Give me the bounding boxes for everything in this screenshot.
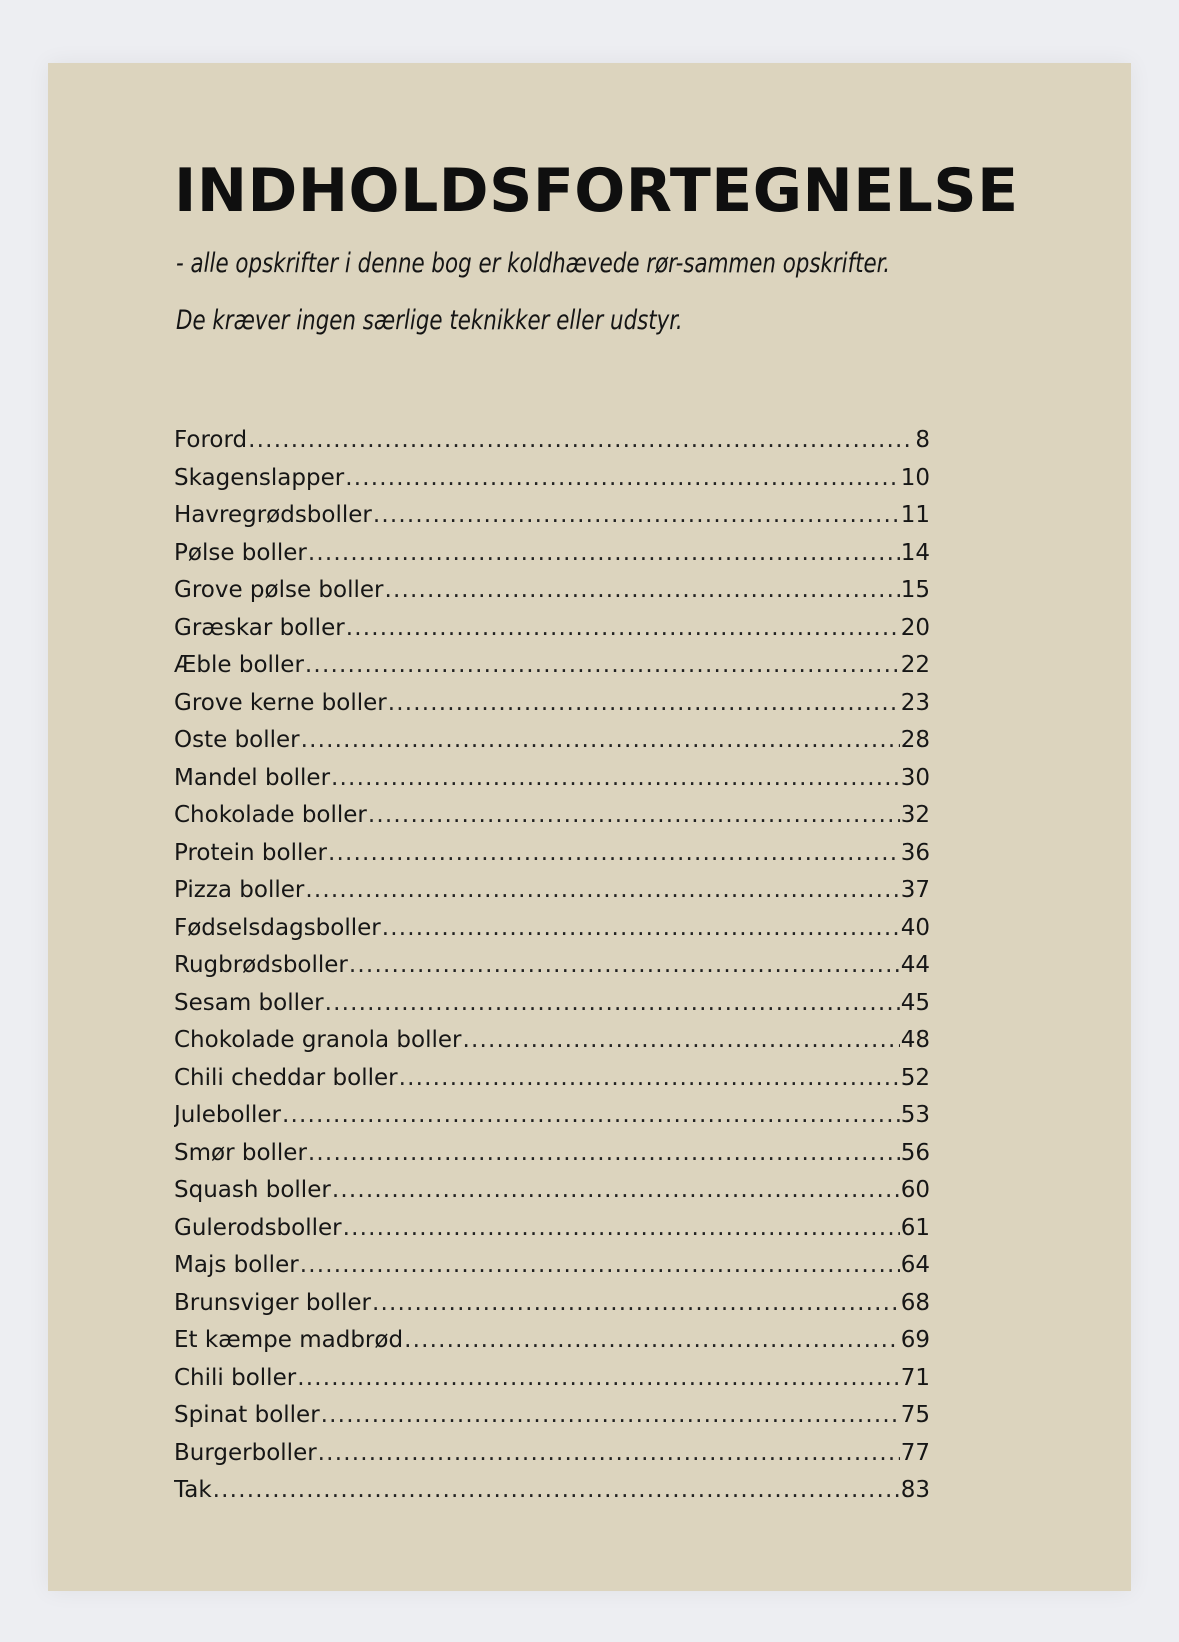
toc-entry-label: Squash boller xyxy=(174,1177,331,1203)
toc-entry-page-number: 14 xyxy=(900,539,930,566)
toc-entry xyxy=(174,1065,930,1103)
toc-entry-page-number: 60 xyxy=(900,1177,930,1203)
toc-entry xyxy=(174,465,930,503)
toc-entry-label: Oste boller xyxy=(174,727,300,753)
toc-entry-page-number: 44 xyxy=(900,952,930,978)
toc-entry-label: Et kæmpe madbrød xyxy=(174,1327,404,1353)
toc-entry xyxy=(174,1290,930,1328)
toc-entry xyxy=(174,540,930,578)
toc-entry xyxy=(174,1140,930,1178)
toc-dot-leader xyxy=(325,990,900,1016)
toc-entry-label: Havregrødsboller xyxy=(174,502,372,528)
toc-entry-page-number: 8 xyxy=(915,427,930,453)
toc-entry-label: Majs boller xyxy=(174,1252,299,1278)
toc-entry-page-number: 20 xyxy=(900,614,930,641)
toc-entry-label: Burgerboller xyxy=(174,1439,317,1466)
toc-dot-leader xyxy=(388,690,900,716)
toc-entry-page-number: 10 xyxy=(900,464,930,491)
toc-entry-page-number: 28 xyxy=(900,727,930,753)
toc-entry-label: Chili cheddar boller xyxy=(174,1064,398,1091)
toc-entry-page-number: 23 xyxy=(900,689,930,716)
toc-entry xyxy=(174,690,930,728)
toc-dot-leader xyxy=(349,952,900,978)
toc-entry xyxy=(174,1440,930,1478)
toc-entry-page-number: 32 xyxy=(900,802,930,828)
toc-entry-label: Chokolade boller xyxy=(174,802,367,828)
toc-entry xyxy=(174,577,930,615)
toc-entry-label: Sesam boller xyxy=(174,989,324,1016)
toc-entry-label: Juleboller xyxy=(174,1102,281,1128)
toc-entry xyxy=(174,1027,930,1065)
toc-dot-leader xyxy=(331,765,900,791)
toc-entry-label: Gulerodsboller xyxy=(174,1214,342,1241)
toc-entry-label: Skagenslapper xyxy=(174,464,345,491)
toc-entry-label: Smør boller xyxy=(174,1139,307,1166)
toc-entry-page-number: 61 xyxy=(900,1214,930,1241)
toc-entry xyxy=(174,1477,930,1515)
toc-entry-label: Æble boller xyxy=(174,652,304,678)
toc-entry xyxy=(174,1215,930,1253)
toc-entry-page-number: 30 xyxy=(900,764,930,791)
toc-entry xyxy=(174,952,930,990)
page-title: INDHOLDSFORTEGNELSE xyxy=(174,156,1019,226)
toc-entry-page-number: 36 xyxy=(900,839,930,866)
toc-entry-page-number: 15 xyxy=(900,577,930,603)
document-page xyxy=(48,63,1131,1591)
toc-entry-page-number: 64 xyxy=(900,1252,930,1278)
toc-dot-leader xyxy=(308,1140,900,1166)
subtitle xyxy=(176,235,896,349)
toc-dot-leader xyxy=(373,502,900,528)
toc-dot-leader xyxy=(372,1290,900,1316)
toc-entry-label: Pølse boller xyxy=(174,539,307,566)
toc-entry xyxy=(174,652,930,690)
toc-entry-label: Protein boller xyxy=(174,839,327,866)
toc-dot-leader xyxy=(346,615,900,641)
toc-entry xyxy=(174,615,930,653)
toc-entry xyxy=(174,727,930,765)
toc-entry-page-number: 77 xyxy=(900,1439,930,1466)
toc-entry-label: Spinat boller xyxy=(174,1402,320,1428)
table-of-contents xyxy=(174,427,930,1515)
toc-dot-leader xyxy=(213,1477,900,1503)
toc-entry xyxy=(174,1402,930,1440)
toc-dot-leader xyxy=(399,1065,900,1091)
toc-entry-page-number: 56 xyxy=(900,1139,930,1166)
toc-entry-label: Grove kerne boller xyxy=(174,689,387,716)
toc-entry-label: Pizza boller xyxy=(174,877,305,903)
toc-entry xyxy=(174,802,930,840)
toc-entry xyxy=(174,427,930,465)
toc-dot-leader xyxy=(308,540,900,566)
toc-entry-page-number: 68 xyxy=(900,1289,930,1316)
subtitle-line-1: - alle opskrifter i denne bog er koldhævede rør-sammen opskrifter. xyxy=(176,248,891,279)
toc-entry xyxy=(174,1102,930,1140)
toc-entry xyxy=(174,765,930,803)
toc-dot-leader xyxy=(318,1440,900,1466)
toc-entry-page-number: 37 xyxy=(900,877,930,903)
toc-entry xyxy=(174,1177,930,1215)
toc-dot-leader xyxy=(368,802,900,828)
toc-entry-label: Chokolade granola boller xyxy=(174,1027,462,1053)
toc-entry-label: Rugbrødsboller xyxy=(174,952,348,978)
toc-dot-leader xyxy=(332,1177,900,1203)
toc-dot-leader xyxy=(328,840,900,866)
toc-entry-label: Tak xyxy=(174,1477,212,1503)
toc-dot-leader xyxy=(345,465,900,491)
toc-entry-label: Chili boller xyxy=(174,1364,297,1391)
toc-entry-page-number: 75 xyxy=(900,1402,930,1428)
toc-entry xyxy=(174,990,930,1028)
toc-entry xyxy=(174,840,930,878)
toc-entry-page-number: 11 xyxy=(900,502,930,528)
toc-dot-leader xyxy=(321,1402,900,1428)
toc-entry xyxy=(174,1252,930,1290)
toc-entry-page-number: 71 xyxy=(900,1364,930,1391)
toc-entry-page-number: 45 xyxy=(900,989,930,1016)
toc-dot-leader xyxy=(305,652,900,678)
toc-entry-label: Brunsviger boller xyxy=(174,1289,371,1316)
toc-entry-label: Fødselsdagsboller xyxy=(174,914,381,941)
toc-entry-page-number: 52 xyxy=(900,1064,930,1091)
toc-entry-label: Mandel boller xyxy=(174,764,331,791)
toc-entry xyxy=(174,877,930,915)
toc-dot-leader xyxy=(384,577,899,603)
toc-entry-label: Grove pølse boller xyxy=(174,577,384,603)
toc-entry-page-number: 83 xyxy=(900,1477,930,1503)
toc-entry-page-number: 53 xyxy=(900,1102,930,1128)
toc-dot-leader xyxy=(305,877,899,903)
toc-entry xyxy=(174,502,930,540)
toc-dot-leader xyxy=(382,915,900,941)
toc-entry-page-number: 48 xyxy=(900,1027,930,1053)
toc-dot-leader xyxy=(248,427,914,453)
toc-dot-leader xyxy=(300,1252,900,1278)
toc-entry-page-number: 40 xyxy=(900,914,930,941)
toc-entry-label: Græskar boller xyxy=(174,614,345,641)
toc-dot-leader xyxy=(301,727,900,753)
toc-entry xyxy=(174,1365,930,1403)
toc-dot-leader xyxy=(282,1102,900,1128)
page-content xyxy=(174,155,1019,1515)
toc-entry-label: Forord xyxy=(174,427,248,453)
toc-entry-page-number: 22 xyxy=(900,652,930,678)
toc-dot-leader xyxy=(404,1327,900,1353)
subtitle-line-2: De kræver ingen særlige teknikker eller udstyr. xyxy=(176,305,683,336)
toc-entry xyxy=(174,1327,930,1365)
toc-entry xyxy=(174,915,930,953)
toc-dot-leader xyxy=(343,1215,900,1241)
toc-entry-page-number: 69 xyxy=(900,1327,930,1353)
toc-dot-leader xyxy=(462,1027,899,1053)
toc-dot-leader xyxy=(297,1365,900,1391)
